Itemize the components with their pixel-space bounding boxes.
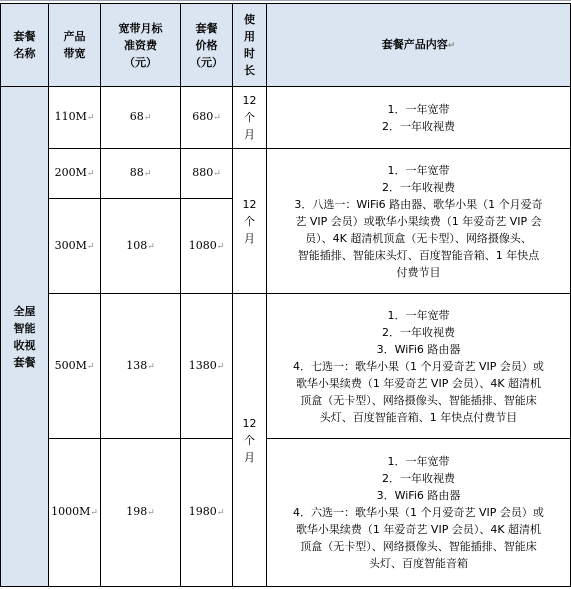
package-table: [0, 3, 571, 587]
content-cell: 1．一年宽带 2．一年收视费 3．WiFi6 路由器 4．七选一：歌华小果（1 个月爱奇艺 VIP 会员）或 歌华小果续费（1 年爱奇艺 VIP 会员）、4K 超清机 顶盒（无卡型）、网络摄像头、智能插排、智能床 头灯、百度智能音箱、1 年快点付费节目: [267, 294, 571, 439]
content-cell: 1．一年宽带 2．一年收视费: [267, 87, 571, 149]
header-monthly-fee: 宽带月标 准资费 （元）: [101, 4, 181, 87]
table-row: [1, 439, 571, 587]
header-price: 套餐 价格 （元）: [181, 4, 233, 87]
content-cell: 1．一年宽带 2．一年收视费 3．八选一：WiFi6 路由器、歌华小果（1 个月爱奇 艺 VIP 会员）或歌华小果续费（1 年爱奇艺 VIP 会 员）、4K 超清机顶盒（无卡型）、网络摄像头、 智能插排、智能床头灯、百度智能音箱、1 年快点 付费节目: [267, 149, 571, 294]
duration-cell: 12 个 月: [233, 87, 267, 149]
bandwidth-cell: 500M↵: [49, 294, 101, 439]
bandwidth-cell: 1000M↵: [49, 439, 101, 587]
monthly-fee-cell: 68↵: [101, 87, 181, 149]
duration-cell: 12 个 月: [233, 149, 267, 294]
bandwidth-cell: 110M↵: [49, 87, 101, 149]
table-row: [1, 149, 571, 199]
header-bandwidth: 产品 带宽: [49, 4, 101, 87]
monthly-fee-cell: 198↵: [101, 439, 181, 587]
bandwidth-cell: 200M↵: [49, 149, 101, 199]
header-duration: 使 用 时 长: [233, 4, 267, 87]
header-row: [1, 4, 571, 87]
price-cell: 880↵: [181, 149, 233, 199]
price-cell: 1080↵: [181, 199, 233, 294]
package-name-cell: 全屋 智能 收视 套餐: [1, 87, 49, 587]
content-cell: 1．一年宽带 2．一年收视费 3．WiFi6 路由器 4．六选一：歌华小果（1 个月爱奇艺 VIP 会员）或 歌华小果续费（1 年爱奇艺 VIP 会员）、4K 超清机 顶盒（无卡型）、网络摄像头、智能插排、智能床 头灯、百度智能音箱: [267, 439, 571, 587]
monthly-fee-cell: 88↵: [101, 149, 181, 199]
monthly-fee-cell: 138↵: [101, 294, 181, 439]
header-content: 套餐产品内容↵: [267, 4, 571, 87]
bandwidth-cell: 300M↵: [49, 199, 101, 294]
table-row: [1, 87, 571, 149]
header-package-name: 套餐 名称: [1, 4, 49, 87]
monthly-fee-cell: 108↵: [101, 199, 181, 294]
table-row: [1, 294, 571, 439]
duration-cell: 12 个 月: [233, 294, 267, 587]
price-cell: 1380↵: [181, 294, 233, 439]
top-border-line: [0, 0, 571, 1]
paragraph-mark-icon: ↵: [447, 40, 456, 51]
price-cell: 1980↵: [181, 439, 233, 587]
price-cell: 680↵: [181, 87, 233, 149]
